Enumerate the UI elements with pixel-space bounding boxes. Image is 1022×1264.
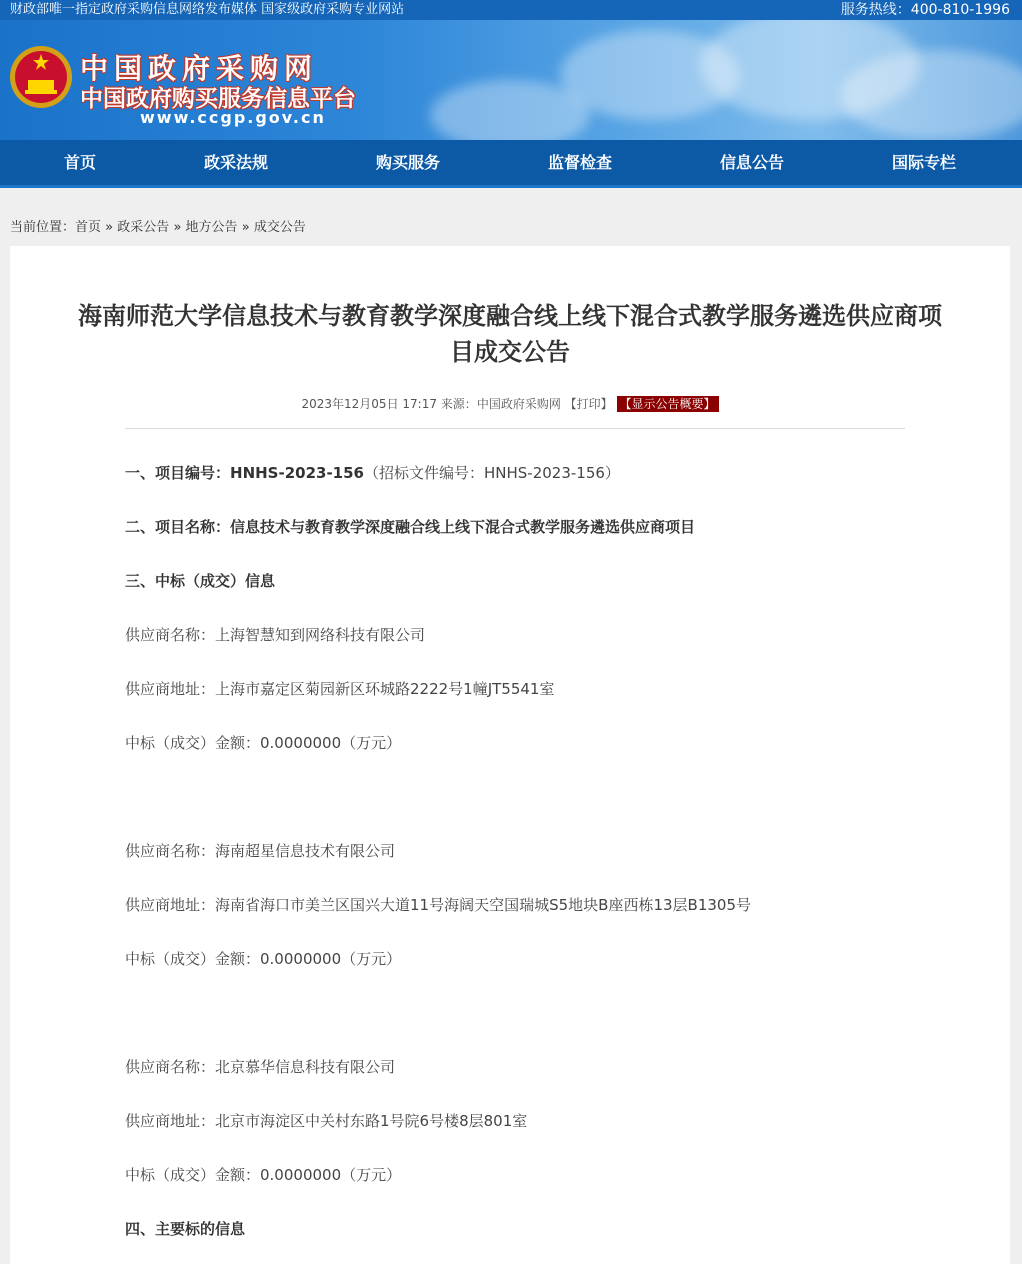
breadcrumb	[10, 216, 306, 235]
supplier-3-name: 供应商名称：北京慕华信息科技有限公司	[125, 1058, 396, 1076]
site-url: www.ccgp.gov.cn	[140, 108, 326, 127]
source-label: 来源：	[440, 397, 477, 411]
show-summary-button[interactable]: 【显示公告概要】	[617, 396, 719, 412]
section-project-name	[125, 516, 695, 537]
site-name[interactable]: 中国政府采购网	[80, 52, 319, 85]
supplier-1-address: 供应商地址：上海市嘉定区菊园新区环城路2222号1幢JT5541室	[125, 680, 555, 698]
nav-international[interactable]: 国际专栏	[891, 153, 956, 172]
section-main-subject	[125, 1218, 245, 1239]
article-meta	[10, 395, 1010, 412]
main-nav	[0, 140, 1022, 188]
national-emblem-icon	[8, 44, 74, 110]
breadcrumb-home[interactable]: 首页	[75, 220, 102, 235]
site-banner	[0, 20, 1022, 140]
nav-regulations[interactable]: 政采法规	[203, 153, 268, 172]
project-name-value: 信息技术与教育教学深度融合线上线下混合式教学服务遴选供应商项目	[230, 518, 696, 536]
nav-home[interactable]: 首页	[63, 153, 96, 172]
source-name: 中国政府采购网	[476, 397, 561, 411]
publish-date: 2023年12月05日 17:17	[301, 397, 437, 411]
nav-supervision[interactable]: 监督检查	[547, 153, 612, 172]
supplier-1-name: 供应商名称：上海智慧知到网络科技有限公司	[125, 626, 426, 644]
breadcrumb-prefix: 当前位置：	[10, 220, 76, 235]
breadcrumb-procurement[interactable]: 政采公告	[117, 220, 170, 235]
breadcrumb-deal[interactable]: 成交公告	[253, 220, 306, 235]
top-bar-slogan: 财政部唯一指定政府采购信息网络发布媒体 国家级政府采购专业网站	[10, 2, 405, 17]
main-subject-heading: 四、主要标的信息	[125, 1220, 246, 1238]
divider	[125, 428, 905, 429]
award-info-heading: 三、中标（成交）信息	[125, 572, 276, 590]
service-hotline: 服务热线：400-810-1996	[840, 2, 1010, 18]
supplier-2-address: 供应商地址：海南省海口市美兰区国兴大道11号海阔天空国瑞城S5地块B座西栋13层B1305号	[125, 896, 751, 914]
project-number-label: 一、项目编号：	[125, 464, 231, 482]
article-title-line-1: 海南师范大学信息技术与教育教学深度融合线上线下混合式教学服务遴选供应商项	[78, 302, 942, 330]
section-project-number	[125, 462, 620, 483]
article-panel	[10, 246, 1010, 1264]
article-title	[30, 298, 990, 370]
project-name-label: 二、项目名称：	[125, 518, 231, 536]
print-button[interactable]: 【打印】	[564, 397, 613, 411]
supplier-2-name: 供应商名称：海南超星信息技术有限公司	[125, 842, 396, 860]
breadcrumb-sep: »	[105, 220, 114, 235]
supplier-2-amount: 中标（成交）金额：0.0000000（万元）	[125, 950, 402, 968]
nav-announcements[interactable]: 信息公告	[719, 153, 784, 172]
site-subtitle: 中国政府购买服务信息平台	[80, 86, 356, 112]
supplier-3-amount: 中标（成交）金额：0.0000000（万元）	[125, 1166, 402, 1184]
breadcrumb-sep: »	[241, 220, 250, 235]
breadcrumb-local[interactable]: 地方公告	[185, 220, 238, 235]
article-title-line-2: 目成交公告	[450, 338, 570, 366]
supplier-3-address: 供应商地址：北京市海淀区中关村东路1号院6号楼8层801室	[125, 1112, 528, 1130]
project-number-value: HNHS-2023-156	[230, 464, 364, 482]
supplier-1-amount: 中标（成交）金额：0.0000000（万元）	[125, 734, 402, 752]
breadcrumb-sep: »	[173, 220, 182, 235]
section-award-info	[125, 570, 275, 591]
nav-purchase-service[interactable]: 购买服务	[375, 153, 440, 172]
tender-doc-number: （招标文件编号：HNHS-2023-156）	[364, 464, 620, 482]
